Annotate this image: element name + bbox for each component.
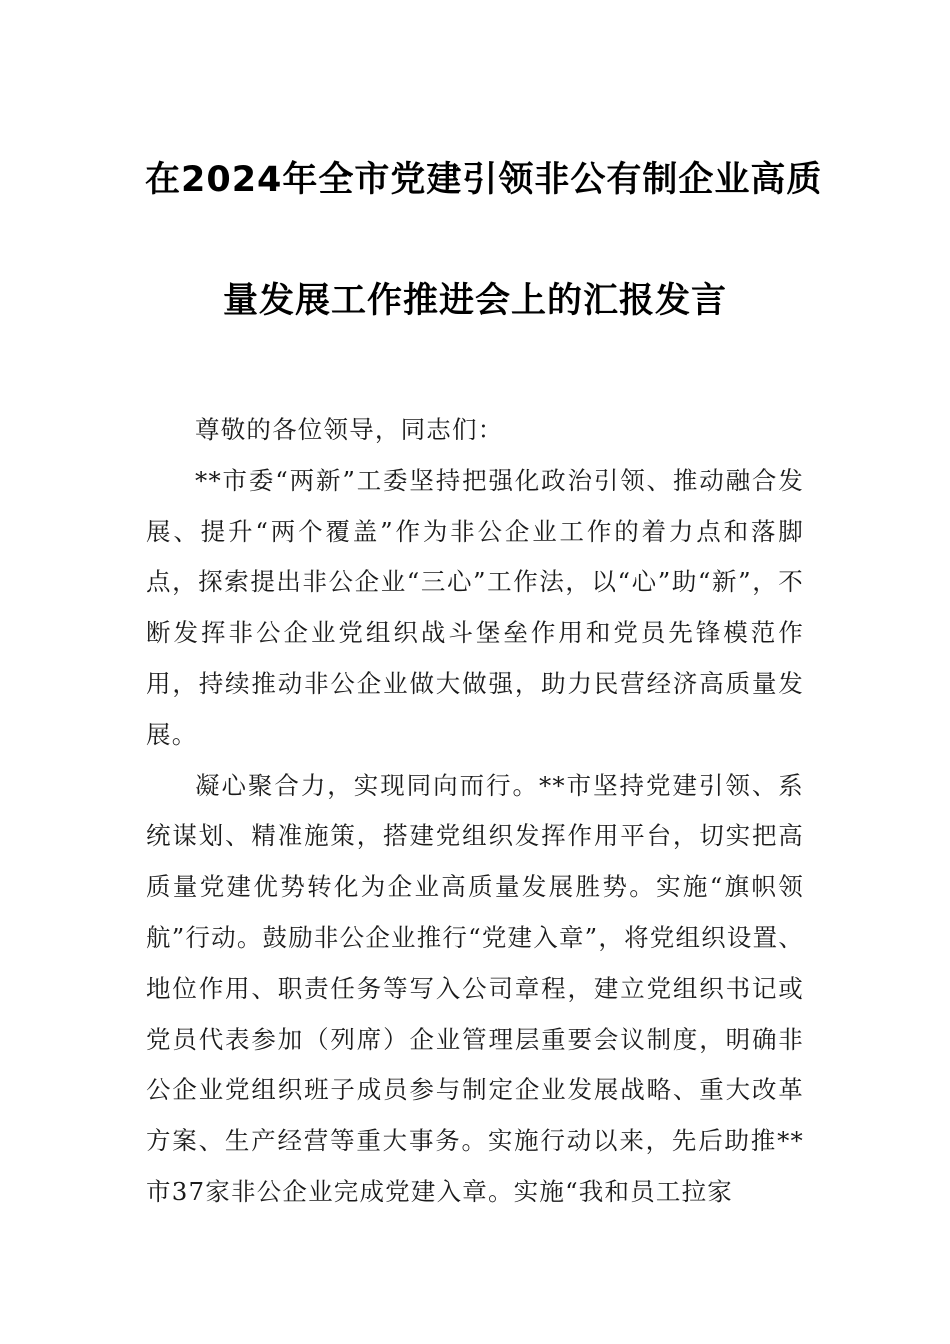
document-title-line-1: 在2024年全市党建引领非公有制企业高质 xyxy=(145,160,823,200)
paragraph-cohesion: 凝心聚合力，实现同向而行。**市坚持党建引领、系统谋划、精准施策，搭建党组织发挥作用平台，切实把高质量党建优势转化为企业高质量发展胜势。实施“旗帜领航”行动。鼓励非公企业推行“党建入章”，将党组织设置、地位作用、职责任务等写入公司章程，建立党组织书记或党员代表参加（列席）企业管理层重要会议制度，明确非公企业党组织班子成员参与制定企业发展战略、重大改革方案、生产经营等重大事务。实施行动以来，先后助推**市37家非公企业完成党建入章。实施“我和员工拉家 xyxy=(146,770,804,1206)
document-title-line-2: 量发展工作推进会上的汇报发言 xyxy=(222,281,727,321)
greeting: 尊敬的各位领导，同志们： xyxy=(195,415,504,444)
document-body xyxy=(146,405,804,1218)
paragraph-intro: **市委“两新”工委坚持把强化政治引领、推动融合发展、提升“两个覆盖”作为非公企业工作的着力点和落脚点，探索提出非公企业“三心”工作法，以“心”助“新”，不断发挥非公企业党组织战斗堡垒作用和党员先锋模范作用，持续推动非公企业做大做强，助力民营经济高质量发展。 xyxy=(146,465,804,749)
